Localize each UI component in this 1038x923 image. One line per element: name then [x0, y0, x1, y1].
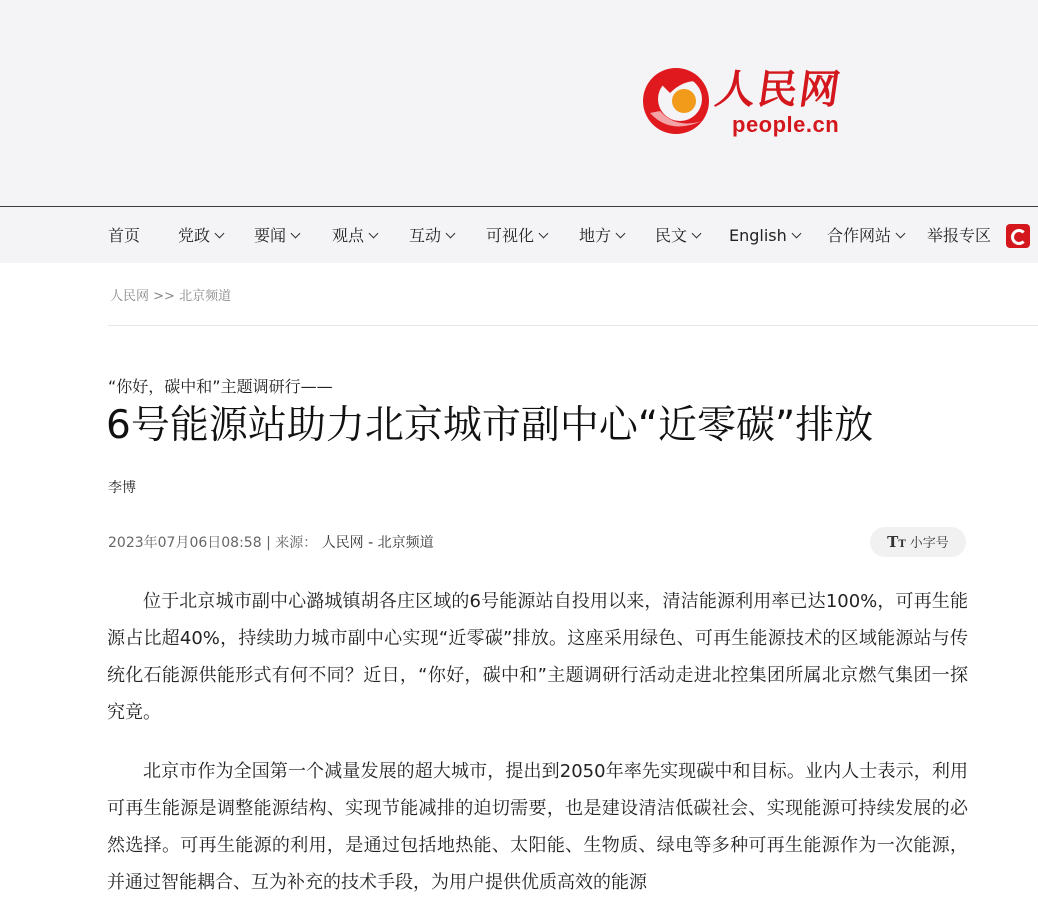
main-nav [0, 207, 1038, 263]
nav-opinion-label: 观点 [332, 226, 365, 245]
nav-interact[interactable] [409, 207, 454, 263]
nav-local[interactable] [579, 207, 624, 263]
chevron-down-icon [791, 229, 801, 239]
breadcrumb-channel[interactable]: 北京频道 [179, 289, 232, 304]
breadcrumb-separator: >> [153, 289, 175, 304]
nav-english[interactable] [729, 207, 800, 263]
article-paragraph: 北京市作为全国第一个减量发展的超大城市，提出到2050年率先实现碳中和目标。业内人士表示，利用可再生能源是调整能源结构、实现节能减排的迫切需要，也是建设清洁低碳社会、实现能源可持续发展的必然选择。可再生能源的利用，是通过包括地热能、太阳能、生物质、绿电等多种可再生能源作为一次能源，并通过智能耦合、互为补充的技术手段，为用户提供优质高效的能源 [107, 761, 968, 893]
page-title: 6号能源站助力北京城市副中心“近零碳”排放 [106, 403, 874, 448]
article-body [107, 583, 968, 923]
logo-chinese-text: 人民网 [712, 66, 845, 113]
font-size-toggle-label: 小字号 [909, 536, 949, 551]
font-size-toggle-button[interactable] [870, 527, 966, 557]
source-link[interactable]: 人民网 - 北京频道 [321, 535, 434, 551]
chevron-down-icon [896, 229, 906, 239]
text-size-icon: TT [887, 533, 906, 551]
chevron-down-icon [539, 229, 549, 239]
nav-english-label: English [729, 226, 787, 245]
article-datetime: 2023年07月06日08:58 [108, 535, 262, 551]
nav-report[interactable] [927, 207, 991, 263]
nav-visual-label: 可视化 [486, 226, 535, 245]
chevron-down-icon [692, 229, 702, 239]
people-app-icon[interactable] [1006, 224, 1030, 248]
article-meta [108, 532, 434, 552]
chevron-down-icon [215, 229, 225, 239]
chevron-down-icon [616, 229, 626, 239]
nav-minwen[interactable] [655, 207, 700, 263]
breadcrumb [110, 285, 231, 304]
nav-news-label: 要闻 [254, 226, 287, 245]
chevron-down-icon [291, 229, 301, 239]
nav-opinion[interactable] [332, 207, 377, 263]
nav-local-label: 地方 [579, 226, 612, 245]
breadcrumb-home[interactable]: 人民网 [110, 289, 150, 304]
masthead [0, 0, 1038, 207]
nav-partners-label: 合作网站 [827, 226, 892, 245]
nav-interact-label: 互动 [409, 226, 442, 245]
chevron-down-icon [446, 229, 456, 239]
nav-home-label: 首页 [108, 226, 141, 245]
people-logo-icon [640, 63, 718, 139]
logo-english-text: people.cn [732, 112, 840, 137]
article-kicker: “你好，碳中和”主题调研行—— [108, 377, 333, 396]
nav-party-label: 党政 [178, 226, 211, 245]
article-author: 李博 [108, 480, 136, 496]
nav-report-label: 举报专区 [927, 226, 992, 245]
divider [108, 325, 1038, 326]
nav-visual[interactable] [486, 207, 547, 263]
chevron-down-icon [369, 229, 379, 239]
source-label: | 来源： [266, 535, 318, 551]
nav-home[interactable] [108, 207, 140, 263]
people-cn-logo[interactable] [640, 60, 880, 140]
nav-minwen-label: 民文 [655, 226, 688, 245]
nav-party[interactable] [178, 207, 223, 263]
nav-partners[interactable] [827, 207, 904, 263]
article-paragraph: 位于北京城市副中心潞城镇胡各庄区域的6号能源站自投用以来，清洁能源利用率已达100%，可再生能源占比超40%，持续助力城市副中心实现“近零碳”排放。这座采用绿色、可再生能源技术的区域能源站与传统化石能源供能形式有何不同？近日，“你好，碳中和”主题调研行活动走进北控集团所属北京燃气集团一探究竟。 [107, 591, 968, 723]
nav-news[interactable] [254, 207, 299, 263]
